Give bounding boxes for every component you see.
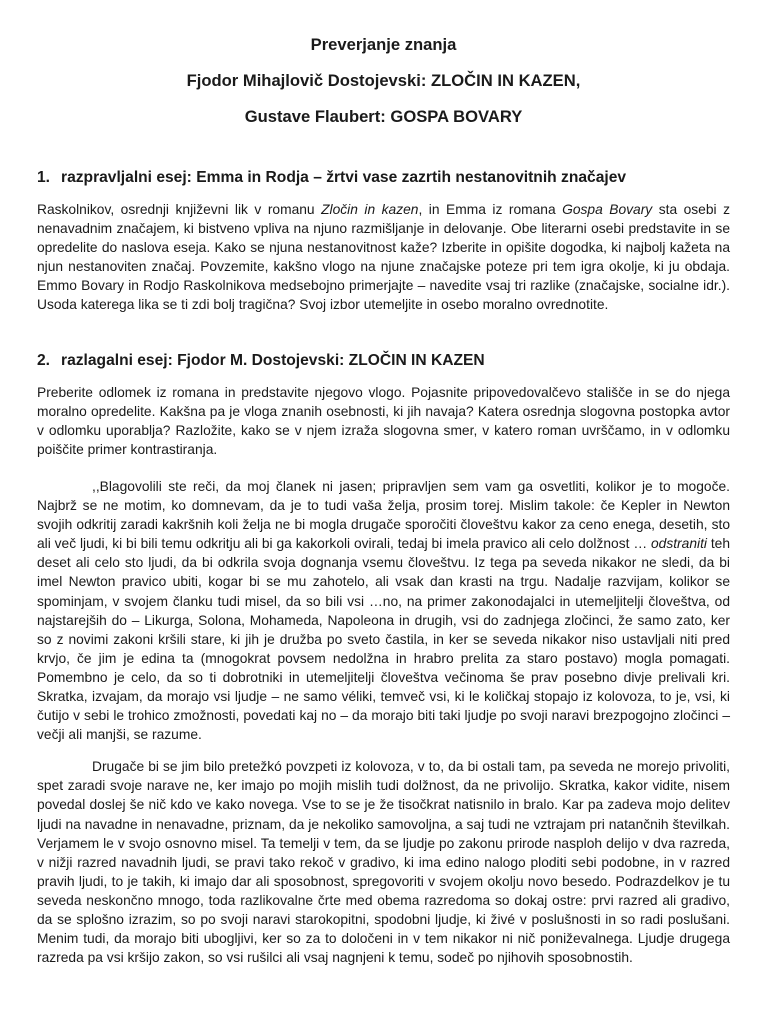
excerpt-paragraph-1 xyxy=(37,477,730,744)
section-1-text-a: Raskolnikov, osrednji književni lik v romanu xyxy=(37,202,322,217)
novel-title-bovary: Gospa Bovary xyxy=(562,202,653,217)
section-1-text-b: , in Emma iz romana xyxy=(418,202,563,217)
document-title: Preverjanje znanja xyxy=(310,35,457,54)
section-2-instructions: Preberite odlomek iz romana in predstavite njegovo vlogo. Pojasnite pripovedovalčevo stališče in se do njega moralno opredelite. Kakšna pa je vloga znanih osebnosti, ki jih navaja? Katera osrednja slogovna postopka avtor v odlomku uporablja? Razložite, kako se v njem izraža slogovna smer, v katero roman uvrščamo, in v odlomku poiščite primer kontrastiranja. xyxy=(37,384,730,457)
section-1-instructions xyxy=(37,200,730,315)
section-1-title: razpravljalni esej: Emma in Rodja – žrtvi vase zazrtih nestanovitnih značajev xyxy=(61,169,627,186)
excerpt-1-text-b: teh deset ali celo sto ljudi, da bi odkrila svoja dognanja vsemu človeštvu. Iz tega pa seveda nikakor ne sledi, da bi imel Newton pravico ubiti, kogar bi se mu zahotelo, ali vsak dan krasti na trgu. Nadalje razvijam, kolikor se spominjam, v svojem članku tudi misel, da so bili vsi …no, na primer zakonodajalci in utemeljitelji človeštva, od najstarejših do – Likurga, Solona, Mohameda, Napoleona in drugih, vsi do zadnjega zločinci, že samo zato, ker so z novimi zakoni kršili stare, ki jih je družba po sveto častila, in ker se seveda nikakor niso ustavljali niti pred krvjo, če jim je edina ta (mnogokrat povsem nedolžna in hrabro prelita za staro postavo) mogla pomagati. Pomembno je celo, da so ti dobrotniki in utemeljitelji človeštva večinoma še prav posebno divje prelivali kri. Skratka, izvajam, da morajo vsi ljudje – ne samo véliki, temveč vsi, ki le količkaj stopajo iz kolovoza, to je, vsi, ki čutijo v sebi le trohico zmožnosti, povedati kaj no – da morajo biti taki ljudje po svoji naravi brezpogojno zločinci – večji ali manjši, se razume. xyxy=(37,536,731,743)
section-1-heading xyxy=(37,168,730,188)
section-2-heading xyxy=(37,351,730,371)
novel-title-zlocin: Zločin in kazen xyxy=(321,202,419,217)
section-2-title: razlagalni esej: Fjodor M. Dostojevski: ZLOČIN IN KAZEN xyxy=(61,351,485,369)
document-subtitle-dostojevski: Fjodor Mihajlovič Dostojevski: ZLOČIN IN KAZEN, xyxy=(186,71,581,90)
document-subtitle-flaubert: Gustave Flaubert: GOSPA BOVARY xyxy=(244,107,523,126)
excerpt-1-text-a: ,,Blagovolili ste reči, da moj članek ni jasen; pripravljen sem vam ga osvetliti, kolikor je to mogoče. Najbrž se ne motim, ko domnevam, da je to tudi vaša želja, prosim torej. Mislim takole: če Kepler in Newton svojih odkritij zaradi kakršnih koli želja ne bi mogla drugače sporočiti človeštvu kakor za ceno enega, desetih, sto ali več ljudi, ki bi bili temu odkritju ali bi ga kakorkoli ovirali, tedaj bi imela pravico ali celo dolžnost … xyxy=(37,478,730,552)
excerpt-paragraph-2: Drugače bi se jim bilo pretežkó povzpeti iz kolovoza, v to, da bi ostali tam, pa seveda ne morejo privoliti, spet zaradi svoje narave ne, ker imajo po mojih mislih tudi dolžnost, da ne privolijo. Skratka, kakor vidite, nisem povedal doslej še nič kdo ve kako novega. Vse to se je že tisočkrat natisnilo in bralo. Kar pa zadeva mojo delitev ljudi na navadne in nenavadne, priznam, da je nekoliko samovoljna, a saj tudi ne vztrajam pri natančnih številkah. Verjamem le v svojo osnovno misel. Ta temelji v tem, da se ljudje po zakonu prirode nasploh delijo v dva razreda, v nižji razred navadnih ljudi, se pravi tako rekoč v gradivo, ki ima edino nalogo ploditi sebi podobne, in v razred pravih ljudi, to je takih, ki imajo dar ali sposobnost, spregovoriti v svojem okolju novo besedo. Podrazdelkov je tu seveda neskončno mnogo, toda razlikovalne črte med obema razredoma so dokaj ostre: prvi razred ali gradivo, da se splošno izrazim, so po svoji naravi starokopitni, spodobni ljudje, ki živé v poslušnosti in so radi poslušani. Menim tudi, da morajo biti ubogljivi, ker so za to določeni in v tem nikakor ni nič poniževalnega. Ljudje drugega razreda pa vsi kršijo zakon, so vsi rušilci ali vsaj nagnjeni k temu, sodeč po njihovih sposobnostih. xyxy=(37,759,730,966)
section-1-number: 1. xyxy=(37,169,51,186)
section-1-text-c: sta osebi z nenavadnim značajem, ki bistveno vpliva na njuno razmišljanje in delovanje. Obe literarni osebi predstavite in se opredelite do naslova eseja. Kako se njuna nestanovitnost kaže? Izberite in opišite dogodka, ki najbolj kažeta na njun nestanoviten značaj. Povzemite, kakšno vlogo na njune značajske poteze pri tem igra okolje, ki ju obdaja. Emmo Bovary in Rodjo Raskolnikova medsebojno primerjajte – navedite vsaj tri razlike (značajske, socialne idr.). Usoda katerega lika se ti zdi bolj tragična? Svoj izbor utemeljite in osebo moralno ovrednotite. xyxy=(37,202,730,313)
section-2-number: 2. xyxy=(37,351,51,369)
excerpt-1-italic-word: odstraniti xyxy=(650,536,707,552)
